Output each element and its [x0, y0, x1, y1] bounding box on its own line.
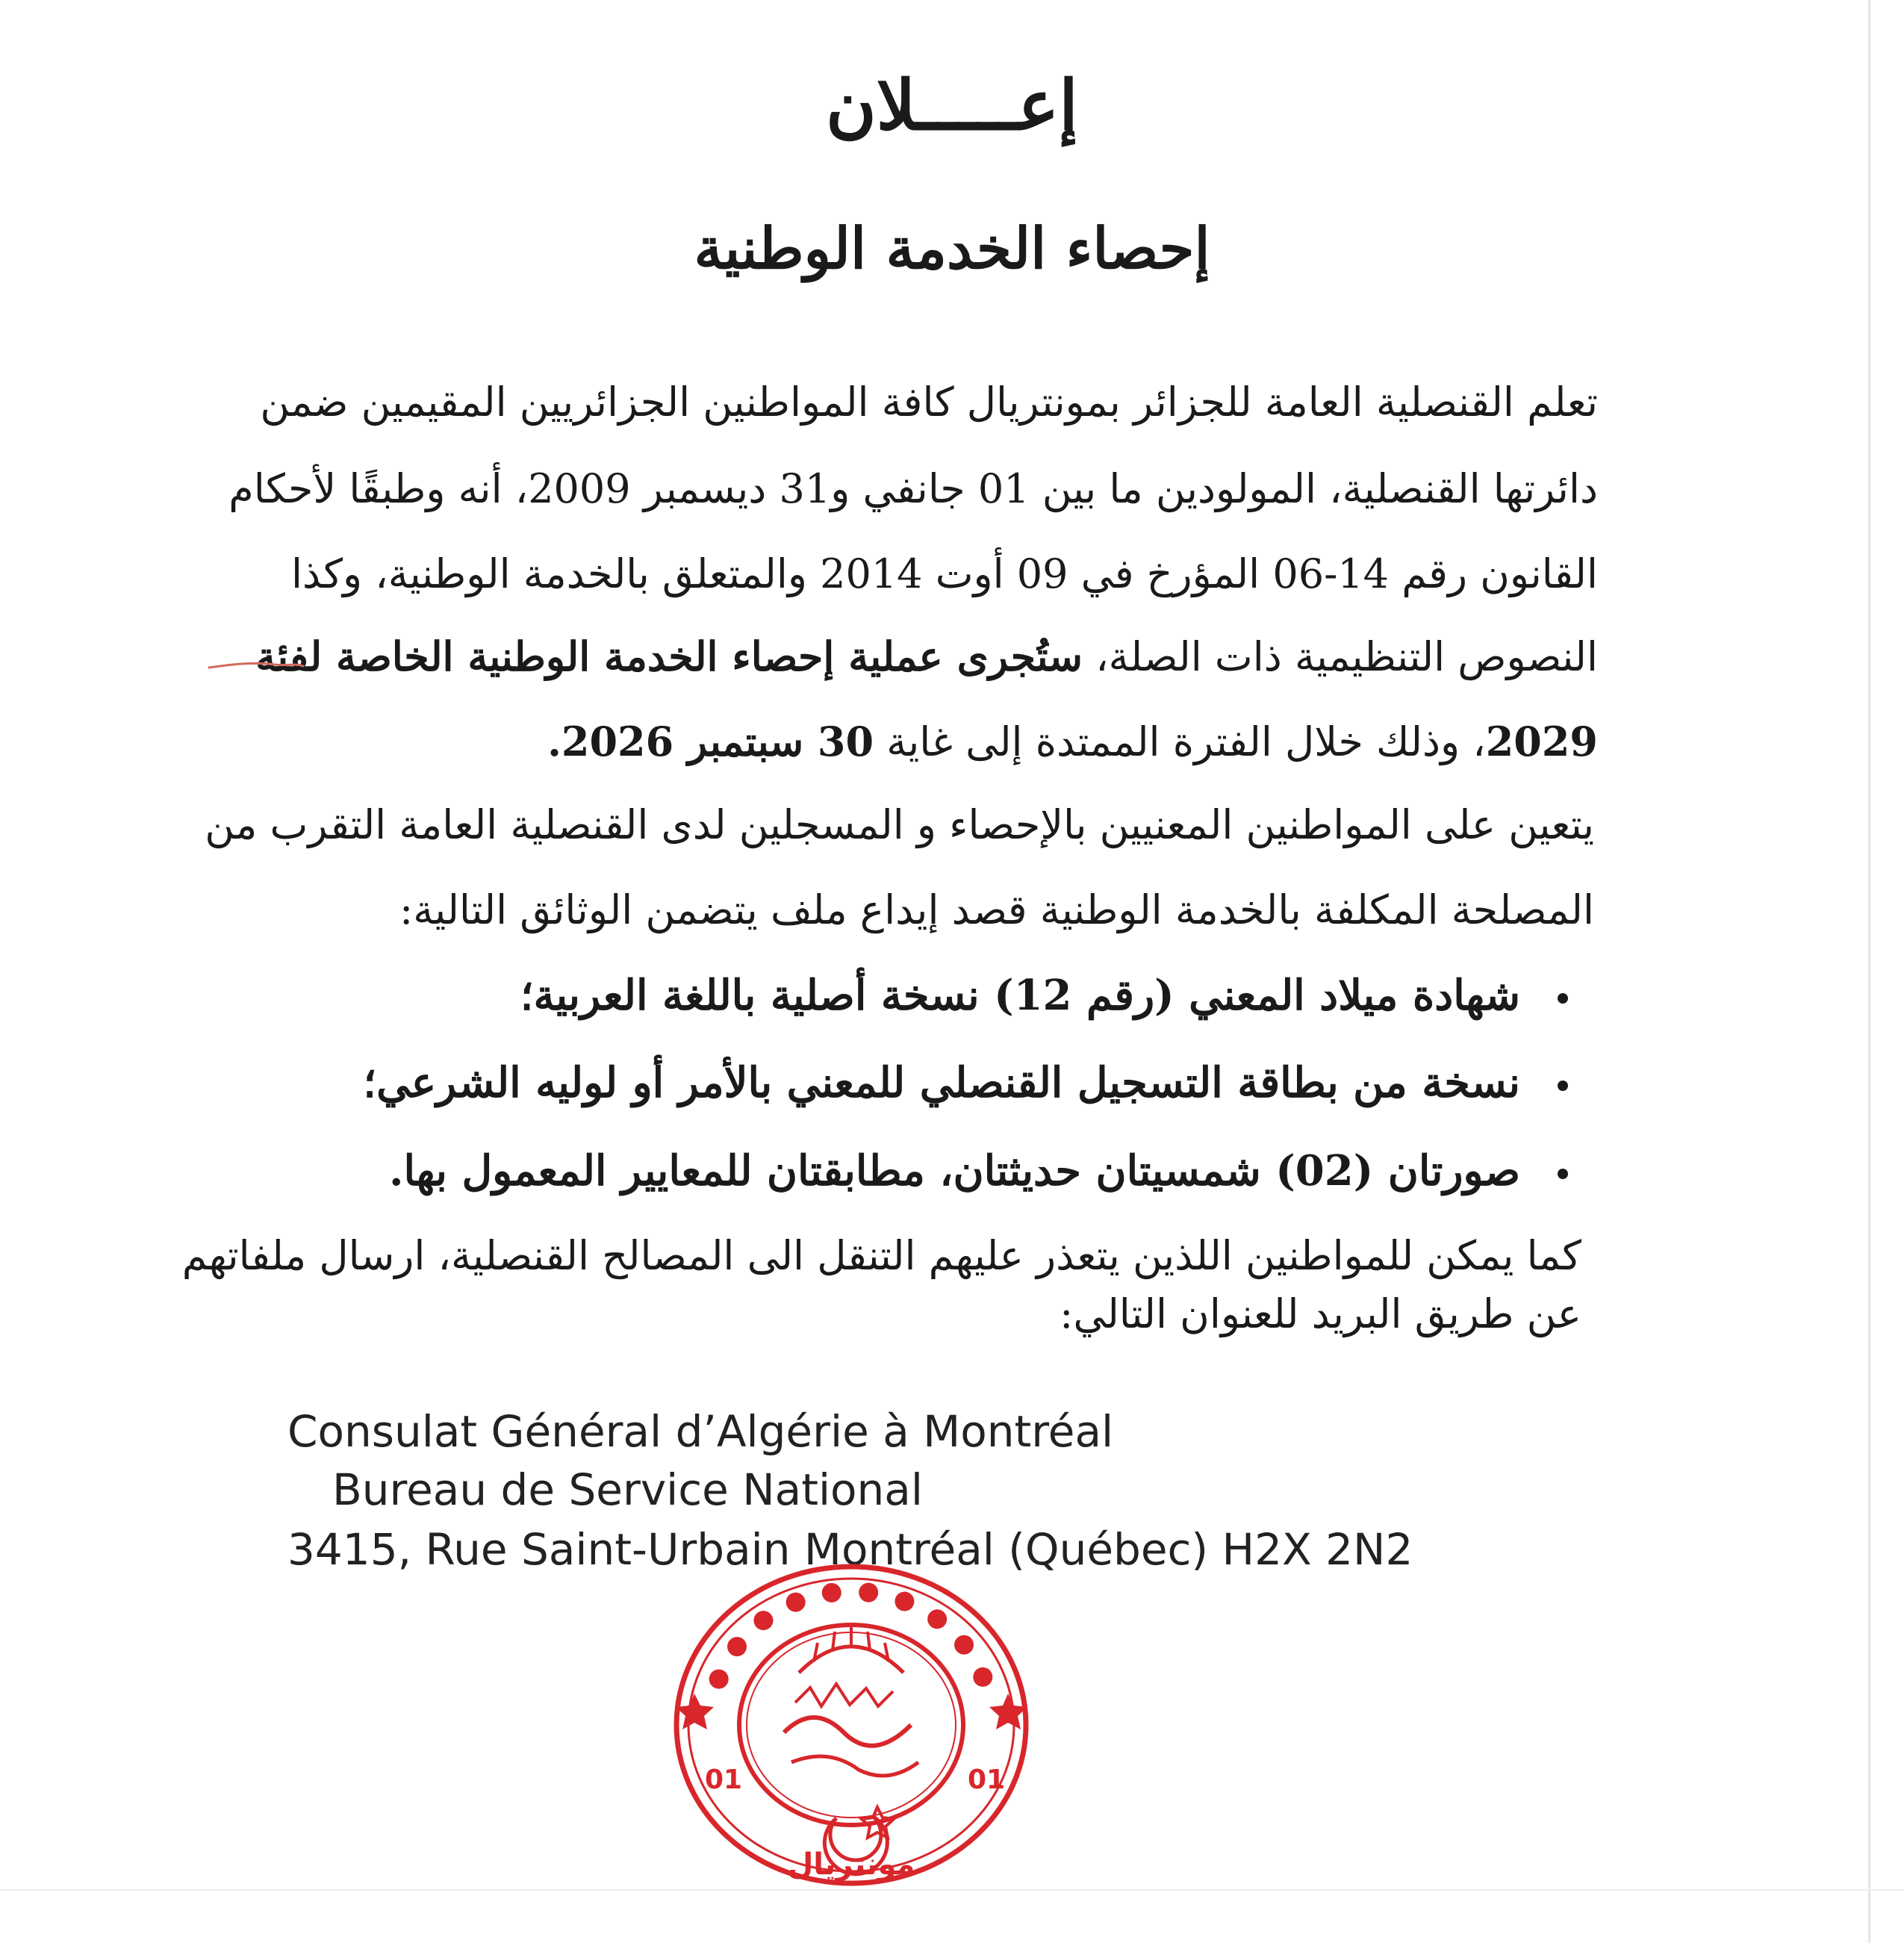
intro-line-4-normal: النصوص التنظيمية ذات الصلة،	[1083, 633, 1598, 680]
announcement-subtitle: إحصاء الخدمة الوطنية	[694, 215, 1210, 282]
bullet-dot	[1558, 1169, 1568, 1179]
document-list-item: نسخة من بطاقة التسجيل القنصلي للمعني بالأمر أو لوليه الشرعي؛	[363, 1062, 1568, 1104]
intro-line-2: دائرتها القنصلية، المولودين ما بين 01 جانفي و31 ديسمبر 2009، أنه وطبقًا لأحكام	[228, 465, 1598, 512]
address-line-3: 3415, Rue Saint-Urbain Montréal (Québec) H2X 2N2	[287, 1524, 1413, 1575]
intro-line-1: تعلم القنصلية العامة للجزائر بمونتريال كافة المواطنين الجزائريين المقيمين ضمن	[260, 379, 1598, 426]
address-line-2: Bureau de Service National	[332, 1464, 923, 1515]
instruction-line-2: المصلحة المكلفة بالخدمة الوطنية قصد إيداع ملف يتضمن الوثائق التالية:	[399, 886, 1594, 933]
page-edge-bottom	[0, 1889, 1904, 1891]
address-line-1: Consulat Général d’Algérie à Montréal	[287, 1406, 1114, 1457]
pen-stroke-mark	[208, 657, 305, 675]
seal-number-left: 01	[705, 1765, 743, 1795]
intro-line-5-normal: ، وذلك خلال الفترة الممتدة إلى غاية	[874, 718, 1486, 765]
document-list-item: شهادة ميلاد المعني (رقم 12) نسخة أصلية باللغة العربية؛	[520, 974, 1568, 1016]
seal-number-right: 01	[968, 1765, 1006, 1795]
announcement-title: إعـــــلان	[826, 65, 1078, 146]
bullet-dot	[1558, 993, 1568, 1004]
deadline-date: 30 سبتمبر 2026.	[547, 718, 874, 765]
intro-line-5	[293, 718, 1598, 765]
bullet-dot	[1558, 1081, 1568, 1091]
census-year: 2029	[1485, 718, 1598, 765]
consulate-seal	[665, 1561, 1038, 1889]
svg-text:● ● ● ● ● ● ● ● ● ●: ● ● ● ● ● ● ● ● ● ●	[699, 1574, 1004, 1694]
instruction-line-1: يتعين على المواطنين المعنيين بالإحصاء و المسجلين لدى القنصلية العامة التقرب من	[205, 801, 1594, 848]
seal-city: مونتريال	[787, 1847, 915, 1882]
document-list-item: صورتان (02) شمسيتان حديثتان، مطابقتان للمعايير المعمول بها.	[389, 1150, 1568, 1192]
intro-line-3: القانون رقم 14-06 المؤرخ في 09 أوت 2014 والمتعلق بالخدمة الوطنية، وكذا	[290, 550, 1598, 597]
census-statement: ستُجرى عملية إحصاء الخدمة الوطنية الخاصة لفئة	[255, 632, 1083, 680]
mail-line-2: عن طريق البريد للعنوان التالي:	[1060, 1290, 1581, 1337]
mail-line-1: كما يمكن للمواطنين اللذين يتعذر عليهم التنقل الى المصالح القنصلية، ارسال ملفاتهم	[181, 1232, 1581, 1279]
page-edge	[1868, 0, 1870, 1943]
intro-line-4	[255, 632, 1598, 680]
